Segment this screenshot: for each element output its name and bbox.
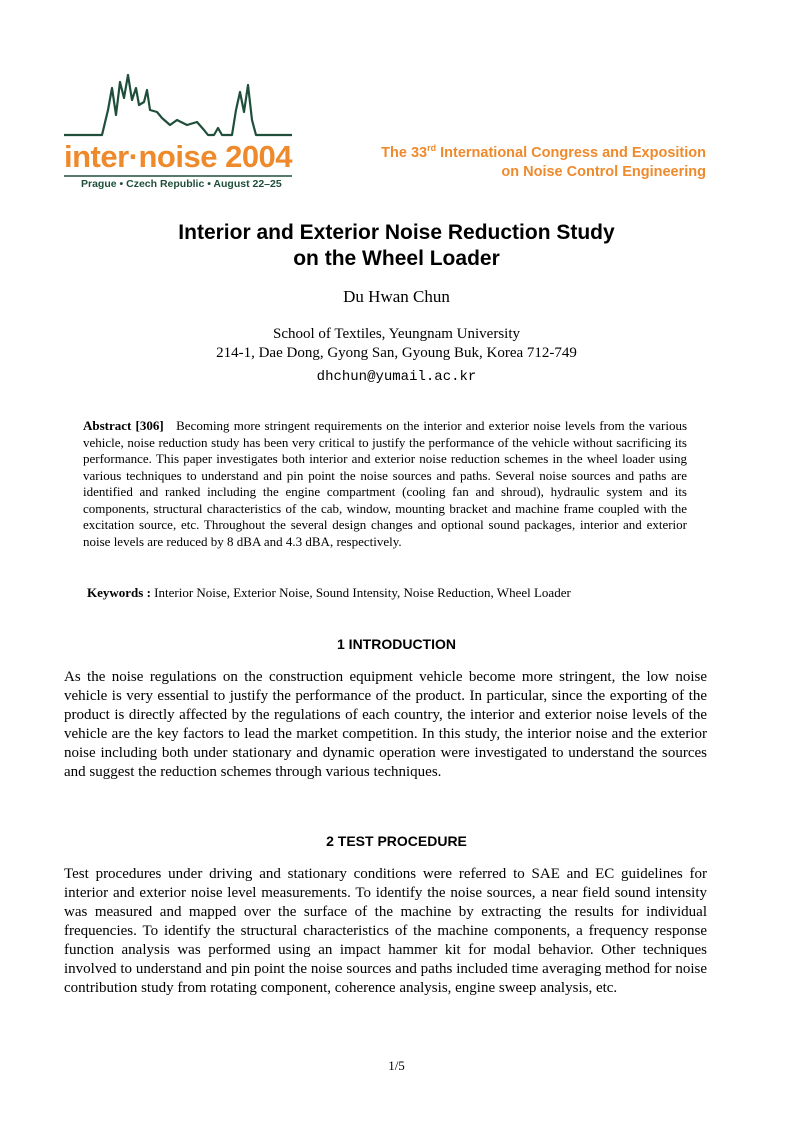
congress-line2: on Noise Control Engineering	[501, 163, 706, 180]
affiliation-line-2: 214-1, Dae Dong, Gyong San, Gyoung Buk, Korea 712-749	[216, 345, 577, 361]
section-text-test-procedure: Test procedures under driving and stationary conditions were referred to SAE and EC guidelines for interior and exterior noise level measurements. To identify the noise sources, a near field sound intensity was measured and mapped over the surface of the machine by extracting the results for individual frequencies. To identify the structural characteristics of the machine components, a frequency response function analysis was performed using an impact hammer kit for modal behavior. Other techniques involved to understand and pin point the noise sources and paths included time averaging method for noise contribution study from rotating component, coherence analysis, engine sweep analysis, etc.	[64, 866, 707, 996]
abstract-text: Becoming more stringent requirements on the interior and exterior noise levels from the various vehicle, noise reduction study has been very critical to justify the performance of the vehicle without sacrificing its performance. This paper investigates both interior and exterior noise reduction schemes in the wheel loader using various techniques to understand and pin point the noise sources and paths. Several noise sources and paths are identified and ranked including the engine compartment (cooling fan and shroud), hydraulic system and its components, structural characteristics of the cab, window, mounting bracket and machine frame coupled with the excitation source, etc. Throughout the several design changes and optional sound packages, interior and exterior noise levels are reduced by 8 dBA and 4.3 dBA, respectively.	[83, 418, 688, 549]
keywords	[87, 585, 571, 601]
prague-skyline-icon	[62, 70, 294, 195]
conference-logo	[62, 70, 294, 195]
congress-prefix: The 33	[381, 144, 428, 161]
congress-ordinal: rd	[427, 143, 437, 153]
logo-wordmark: inter·noise 2004	[64, 139, 293, 174]
abstract-label: Abstract [306]	[83, 418, 164, 433]
page-number: 1/5	[388, 1058, 405, 1073]
affiliation-line-1: School of Textiles, Yeungnam University	[273, 326, 520, 342]
congress-line1: International Congress and Exposition	[436, 144, 706, 161]
section-heading-test-procedure: 2 TEST PROCEDURE	[326, 833, 467, 849]
keywords-text: Interior Noise, Exterior Noise, Sound Intensity, Noise Reduction, Wheel Loader	[154, 585, 571, 600]
author-name: Du Hwan Chun	[343, 287, 450, 306]
abstract	[83, 418, 687, 550]
keywords-label: Keywords :	[87, 585, 151, 600]
author-email: dhchun@yumail.ac.kr	[316, 369, 477, 385]
title-line-2: on the Wheel Loader	[293, 247, 500, 270]
paper-title	[0, 220, 793, 272]
logo-subtitle: Prague • Czech Republic • August 22–25	[81, 178, 282, 190]
section-heading-introduction: 1 INTRODUCTION	[337, 636, 456, 652]
title-line-1: Interior and Exterior Noise Reduction Study	[178, 221, 615, 244]
section-text-introduction: As the noise regulations on the construction equipment vehicle become more stringent, the low noise vehicle is very essential to justify the performance of the product. In particular, since the exporting of the product is directly affected by the regulations of each country, the interior and exterior noise levels of the vehicle are the key factors to lead the market competition. In this study, the interior noise and the exterior noise including both under stationary and dynamic operation were investigated to understand the sources and suggest the reduction schemes through various techniques.	[64, 669, 707, 780]
congress-title	[381, 139, 706, 182]
affiliation	[0, 325, 793, 363]
